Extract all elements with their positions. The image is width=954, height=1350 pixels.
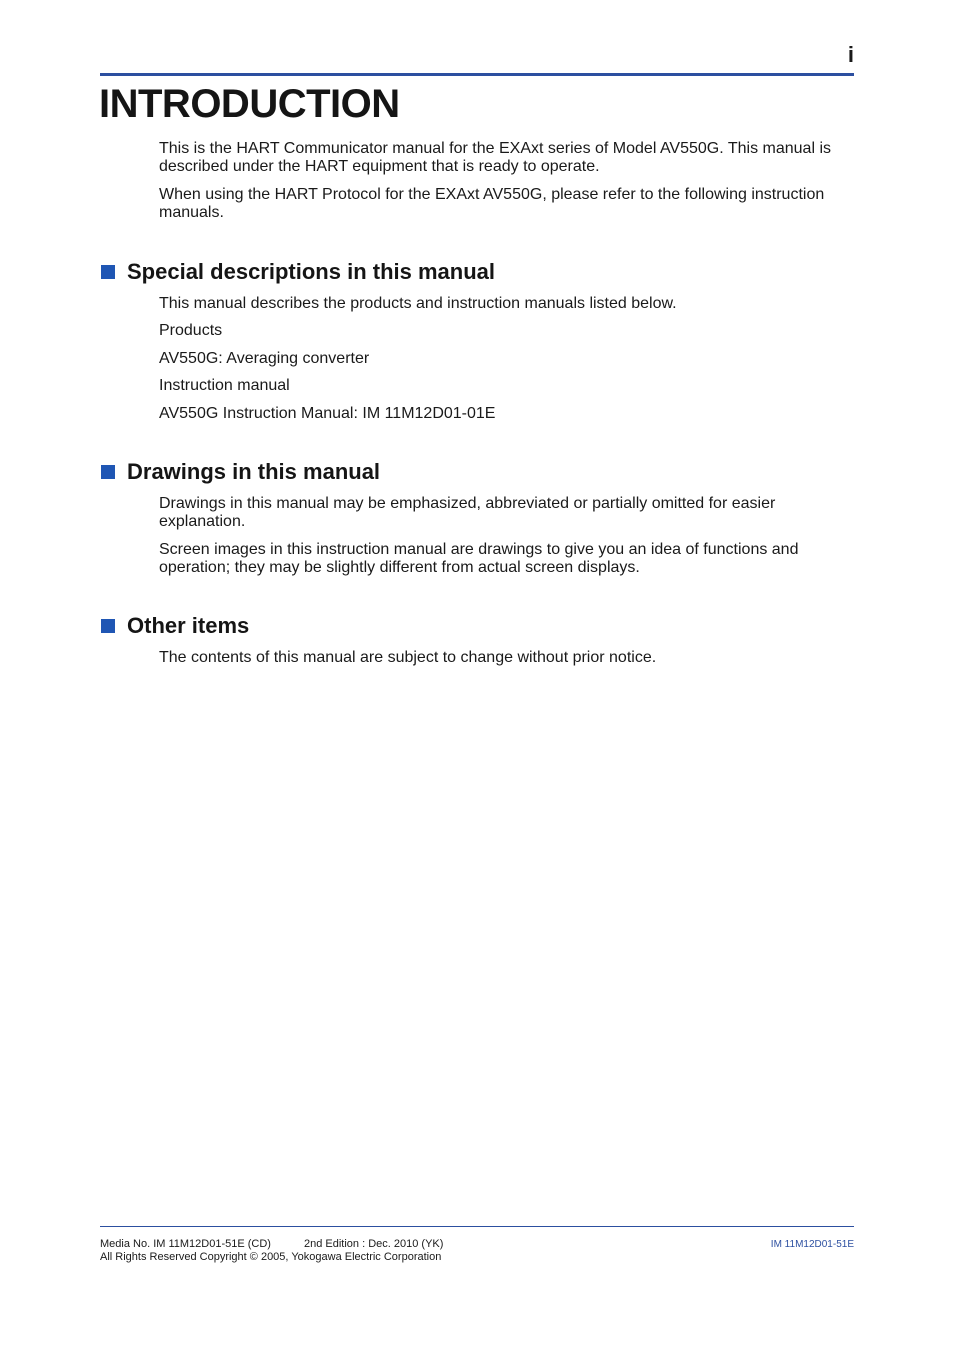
special-line-4: Instruction manual (159, 377, 290, 394)
square-bullet-icon (101, 619, 115, 633)
footer-rule (100, 1226, 854, 1227)
special-line-5: AV550G Instruction Manual: IM 11M12D01-01E (159, 405, 496, 422)
section-title-special: Special descriptions in this manual (127, 259, 495, 284)
intro-paragraph-1: This is the HART Communicator manual for the EXAxt series of Model AV550G. This manual is described under the HART equipment that is ready to operate. (159, 140, 831, 175)
section-title-drawings: Drawings in this manual (127, 459, 381, 484)
section-title-other: Other items (127, 613, 250, 638)
special-line-3: AV550G: Averaging converter (159, 350, 370, 367)
header-rule (100, 73, 854, 76)
page-number: i (847, 42, 854, 67)
section-heading-drawings (101, 459, 380, 485)
special-line-2: Products (159, 322, 223, 339)
section-heading-other (101, 613, 249, 639)
drawings-paragraph-2: Screen images in this instruction manual are drawings to give you an idea of functions and operation; they may be slightly different from actual screen displays. (159, 541, 799, 576)
footer-media: Media No. IM 11M12D01-51E (CD) (100, 1238, 271, 1250)
drawings-paragraph-1: Drawings in this manual may be emphasized, abbreviated or partially omitted for easier explanation. (159, 495, 776, 530)
other-paragraph-1: The contents of this manual are subject to change without prior notice. (159, 649, 657, 666)
square-bullet-icon (101, 265, 115, 279)
footer-copyright: All Rights Reserved Copyright © 2005, Yokogawa Electric Corporation (100, 1251, 442, 1263)
square-bullet-icon (101, 465, 115, 479)
footer-doc-id: IM 11M12D01-51E (770, 1239, 854, 1250)
special-line-1: This manual describes the products and instruction manuals listed below. (159, 295, 677, 312)
intro-paragraph-2: When using the HART Protocol for the EXAxt AV550G, please refer to the following instruction manuals. (159, 186, 825, 221)
section-heading-special (101, 259, 495, 285)
page-title: INTRODUCTION (99, 82, 400, 126)
footer-edition: 2nd Edition : Dec. 2010 (YK) (304, 1238, 444, 1250)
